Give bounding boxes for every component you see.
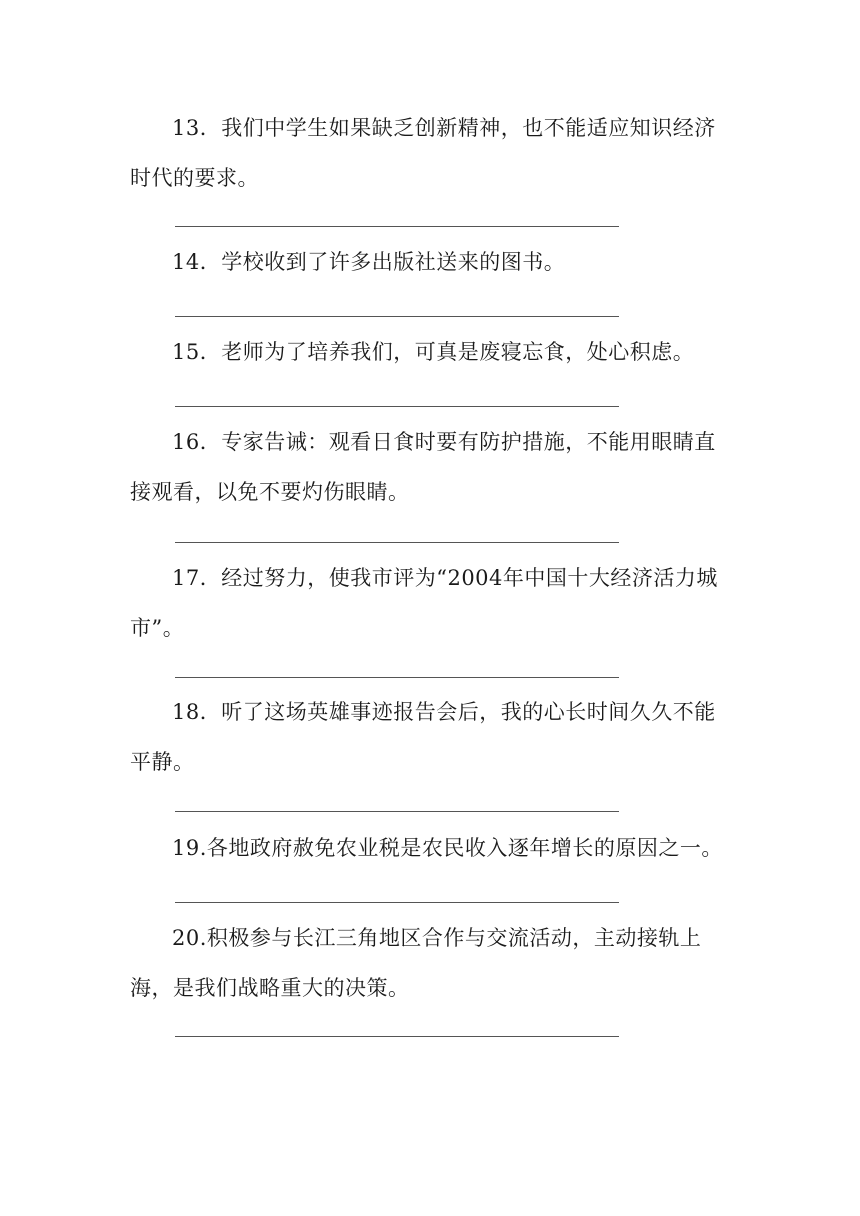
question-text: 14．学校收到了许多出版社送来的图书。 (172, 250, 566, 274)
question-18 (130, 687, 734, 787)
question-text: 13．我们中学生如果缺乏创新精神，也不能适应知识经济时代的要求。 (130, 116, 716, 190)
answer-line-19[interactable] (175, 902, 619, 903)
answer-line-15[interactable] (175, 406, 619, 407)
answer-line-16[interactable] (175, 542, 619, 543)
answer-line-20[interactable] (175, 1036, 619, 1037)
answer-line-18[interactable] (175, 811, 619, 812)
question-text: 17．经过努力，使我市评为“2004年中国十大经济活力城市”。 (130, 566, 718, 640)
question-16 (130, 417, 734, 517)
question-15 (130, 327, 734, 377)
question-14 (130, 237, 734, 287)
question-text: 18．听了这场英雄事迹报告会后，我的心长时间久久不能平静。 (130, 700, 716, 774)
answer-line-17[interactable] (175, 677, 619, 678)
question-text: 15．老师为了培养我们，可真是废寝忘食，处心积虑。 (172, 340, 695, 364)
question-19 (130, 823, 734, 873)
question-13 (130, 103, 734, 203)
answer-line-13[interactable] (175, 226, 619, 227)
answer-line-14[interactable] (175, 316, 619, 317)
question-text: 16．专家告诫：观看日食时要有防护措施，不能用眼睛直接观看，以免不要灼伤眼睛。 (130, 430, 716, 504)
question-text: 19.各地政府赦免农业税是农民收入逐年增长的原因之一。 (172, 836, 723, 860)
question-17 (130, 553, 734, 653)
question-20 (130, 913, 734, 1013)
question-text: 20.积极参与长江三角地区合作与交流活动，主动接轨上海，是我们战略重大的决策。 (130, 926, 702, 1000)
